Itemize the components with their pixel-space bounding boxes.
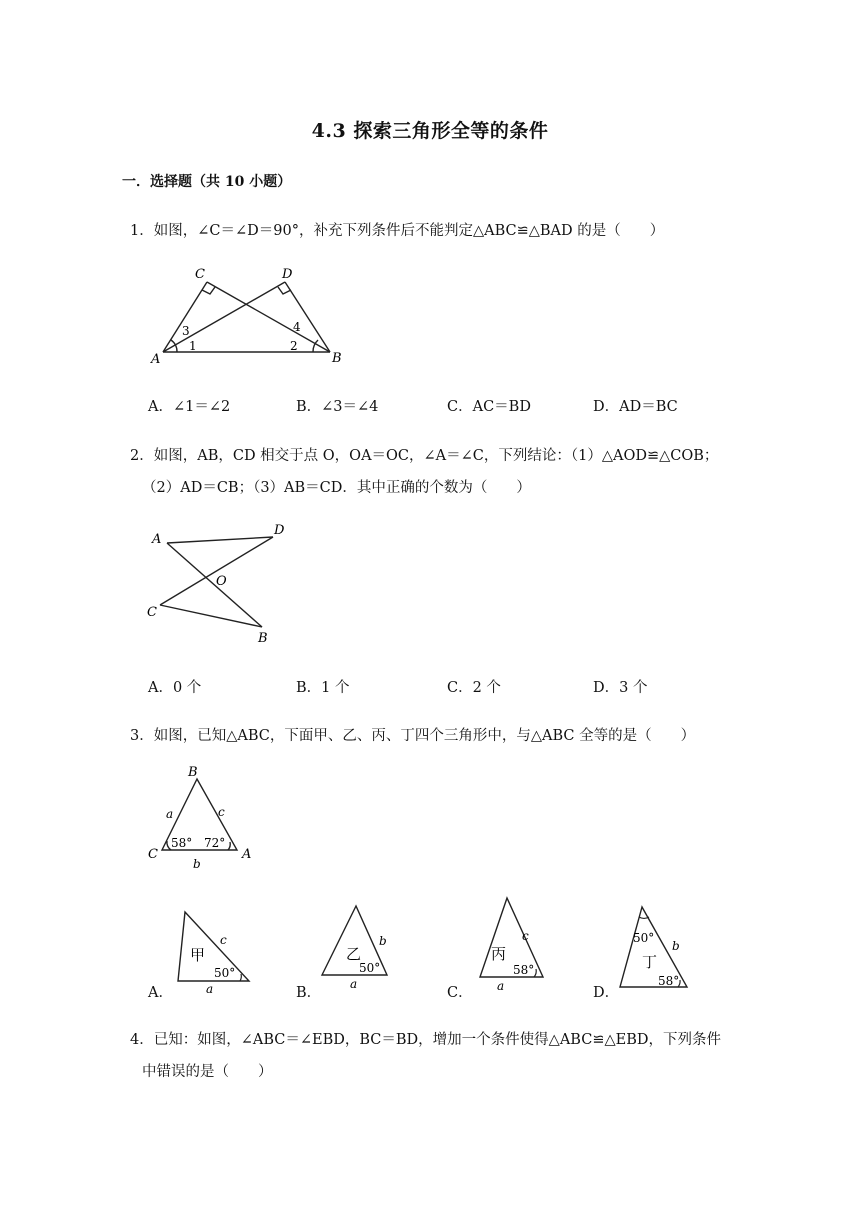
segment-ac [163, 282, 207, 352]
segment-cb [207, 282, 330, 352]
side-label-b: b [193, 857, 201, 871]
side-label-1: c [522, 929, 529, 943]
angle-label: 50° [214, 966, 236, 980]
angle-label-1: 1 [189, 339, 197, 353]
question-2-stem-line1: 2．如图，AB，CD 相交于点 O，OA＝OC，∠A＝∠C，下列结论：（1）△AOD≌△COB； [130, 448, 719, 464]
segment-ab [167, 543, 262, 627]
point-label-c: C [147, 605, 157, 620]
side-label-2: a [350, 977, 358, 991]
point-label-d: D [274, 523, 285, 538]
question-4-stem-line1: 4．已知：如图，∠ABC＝∠EBD，BC＝BD，增加一个条件使得△ABC≌△EBD，下列条件 [130, 1032, 721, 1048]
side-label-a: a [166, 807, 174, 821]
angle-label-a: 72° [204, 836, 226, 850]
side-label-2: a [206, 982, 214, 995]
question-4-stem-line2: 中错误的是（ ） [142, 1064, 273, 1080]
point-label-c: C [195, 267, 205, 282]
point-label-o: O [216, 574, 227, 589]
q3-option-c-letter: C． [447, 985, 473, 1001]
question-2-figure [140, 515, 310, 650]
angle-label: 58° [513, 963, 535, 977]
q2-option-b: B．1 个 [296, 680, 350, 696]
angle-label-4: 4 [293, 320, 301, 334]
angle-label-3: 3 [182, 324, 190, 338]
section-heading: 一．选择题（共 10 小题） [122, 174, 292, 190]
question-1-stem: 1．如图，∠C＝∠D＝90°，补充下列条件后不能判定△ABC≌△BAD 的是（ ） [130, 223, 665, 239]
q1-option-b: B．∠3＝∠4 [296, 399, 379, 415]
angle-label-2: 2 [290, 339, 298, 353]
triangle-name: 丁 [642, 953, 658, 971]
q3-option-c-triangle [465, 893, 555, 993]
q3-option-b-letter: B． [296, 985, 322, 1001]
question-2-stem-line2: （2）AD＝CB；（3）AB＝CD．其中正确的个数为（ ） [142, 480, 531, 496]
point-label-c: C [148, 847, 158, 862]
q3-option-b-triangle [315, 900, 400, 995]
q2-option-d: D．3 个 [593, 680, 648, 696]
angle-arc [240, 974, 241, 981]
side-label-c: c [218, 805, 225, 819]
question-3-reference-triangle [140, 762, 270, 872]
q3-option-a-triangle [168, 905, 258, 995]
angle-label: 58° [658, 974, 680, 988]
segment-ad [167, 537, 273, 543]
q3-option-d-triangle [612, 902, 697, 994]
page-title: 4.3 探索三角形全等的条件 [311, 120, 549, 142]
point-label-d: D [282, 267, 293, 282]
point-label-a: A [242, 847, 252, 862]
triangle-name: 乙 [346, 945, 362, 963]
side-label-2: a [497, 979, 505, 993]
side-label-1: b [379, 934, 387, 948]
q3-option-a-letter: A． [148, 985, 173, 1001]
q1-option-c: C．AC＝BD [447, 399, 531, 415]
point-label-b: B [188, 765, 198, 780]
angle-arc [534, 969, 536, 977]
triangle-name: 丙 [491, 945, 507, 963]
side-label-1: b [672, 939, 680, 953]
point-label-a: A [151, 352, 161, 367]
segment-dc [160, 537, 273, 605]
angle-arc-2 [313, 340, 318, 352]
angle-arc-top [639, 917, 649, 918]
question-3-stem: 3．如图，已知△ABC，下面甲、乙、丙、丁四个三角形中，与△ABC 全等的是（ ） [130, 728, 696, 744]
point-label-a: A [152, 532, 162, 547]
angle-label: 50° [359, 961, 381, 975]
q2-option-a: A．0 个 [148, 680, 202, 696]
q3-option-d-letter: D． [593, 985, 620, 1001]
point-label-b: B [258, 631, 268, 646]
segment-ad [163, 282, 285, 352]
angle-label-c: 58° [171, 836, 193, 850]
question-1-figure [145, 262, 365, 372]
angle-arc-a [228, 842, 230, 850]
side-label-1: c [220, 933, 227, 947]
triangle-name: 甲 [190, 946, 206, 964]
q1-option-a: A．∠1＝∠2 [148, 399, 231, 415]
point-label-b: B [332, 351, 342, 366]
angle-label-top: 50° [633, 931, 655, 945]
q1-option-d: D．AD＝BC [593, 399, 678, 415]
q2-option-c: C．2 个 [447, 680, 501, 696]
segment-cb [160, 605, 262, 627]
